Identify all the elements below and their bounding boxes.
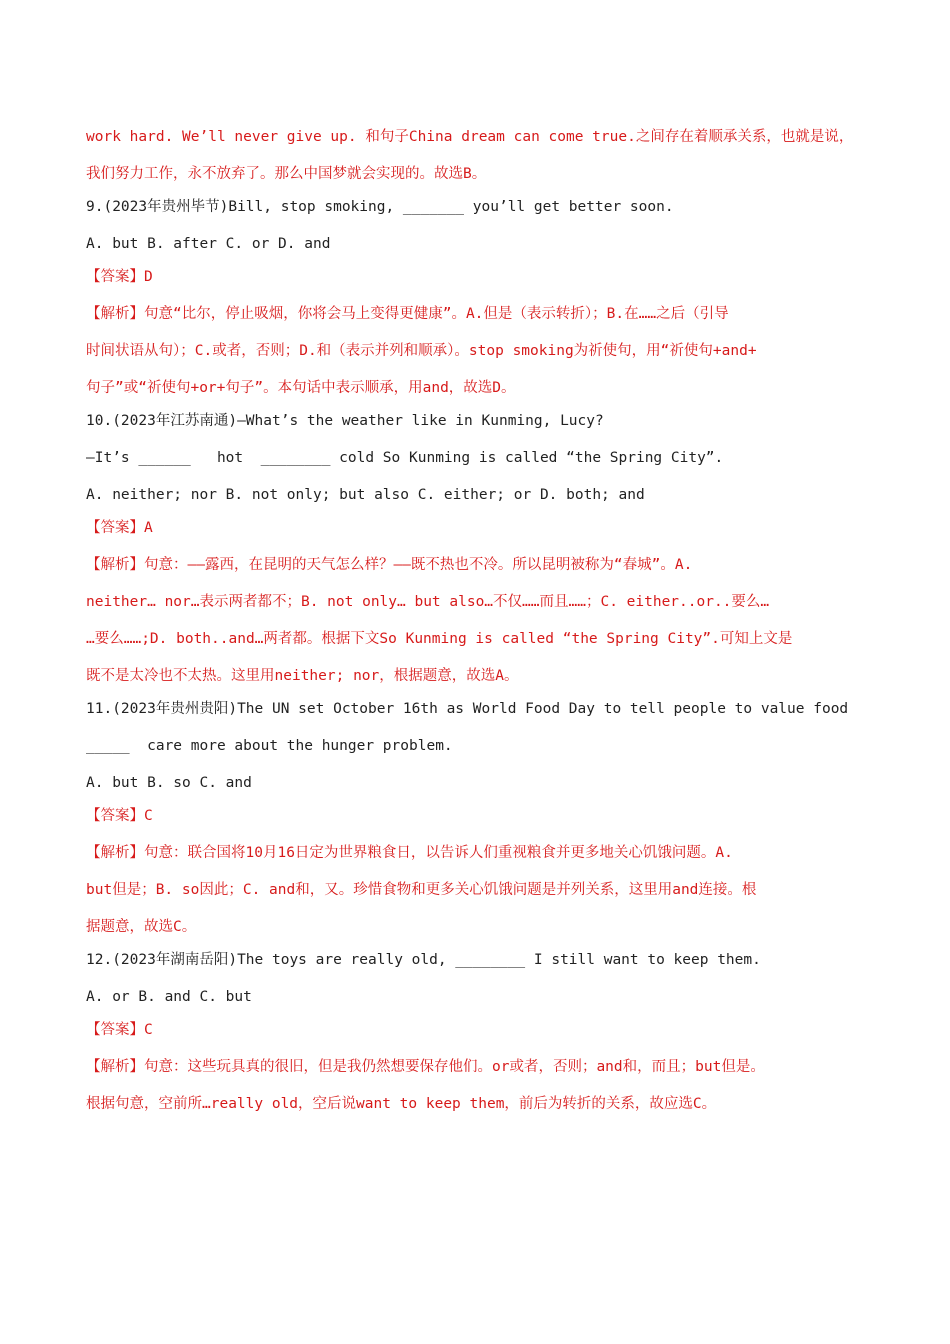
question-stem: 12.(2023年湖南岳阳)The toys are really old, ________ I still want to keep them.	[86, 952, 761, 968]
question-options: A. but B. after C. or D. and	[86, 236, 331, 252]
question-10	[86, 406, 876, 694]
question-stem: 9.(2023年贵州毕节)Bill, stop smoking, _______ you’ll get better soon.	[86, 199, 674, 215]
question-stem: 10.(2023年江苏南通)—What’s the weather like in Kunming, Lucy?	[86, 413, 604, 429]
analysis-line: 既不是太冷也不太热。这里用neither; nor，根据题意，故选A。	[86, 668, 519, 684]
question-11	[86, 694, 876, 945]
analysis-line: 【解析】句意：联合国将10月16日定为世界粮食日，以告诉人们重视粮食并更多地关心饥饿问题。A.	[86, 845, 733, 861]
question-9	[86, 192, 876, 406]
answer-label: 【答案】D	[86, 269, 153, 285]
question-12	[86, 945, 876, 1126]
analysis-line: neither… nor…表示两者都不；B. not only… but also…不仅……而且……；C. either..or..要么…	[86, 594, 770, 610]
document-page	[86, 122, 876, 1126]
analysis-line: …要么……;D. both..and…两者都。根据下文So Kunming is called “the Spring City”.可知上文是	[86, 631, 793, 647]
question-options: A. but B. so C. and	[86, 775, 252, 791]
question-options: A. or B. and C. but	[86, 989, 252, 1005]
intro-line: 我们努力工作，永不放弃了。那么中国梦就会实现的。故选B。	[86, 166, 487, 182]
analysis-line: but但是；B. so因此；C. and和，又。珍惜食物和更多关心饥饿问题是并列关系，这里用and连接。根	[86, 882, 757, 898]
intro-analysis	[86, 122, 876, 192]
question-options: A. neither; nor B. not only; but also C. either; or D. both; and	[86, 487, 645, 503]
analysis-line: 【解析】句意：——露西，在昆明的天气怎么样？——既不热也不冷。所以昆明被称为“春城”。A.	[86, 557, 693, 573]
analysis-line: 据题意，故选C。	[86, 919, 197, 935]
answer-label: 【答案】A	[86, 520, 153, 536]
question-stem: —It’s ______ hot ________ cold So Kunming is called “the Spring City”.	[86, 450, 724, 466]
analysis-line: 【解析】句意：这些玩具真的很旧，但是我仍然想要保存他们。or或者，否则；and和，而且；but但是。	[86, 1059, 765, 1075]
analysis-line: 句子”或“祈使句+or+句子”。本句话中表示顺承，用and，故选D。	[86, 380, 516, 396]
analysis-line: 时间状语从句）；C.或者，否则；D.和（表示并列和顺承）。stop smoking为祈使句，用“祈使句+and+	[86, 343, 757, 359]
analysis-line: 【解析】句意“比尔，停止吸烟，你将会马上变得更健康”。A.但是（表示转折）；B.在……之后（引导	[86, 306, 729, 322]
answer-label: 【答案】C	[86, 1022, 153, 1038]
answer-label: 【答案】C	[86, 808, 153, 824]
question-stem: 11.(2023年贵州贵阳)The UN set October 16th as World Food Day to tell people to value food	[86, 701, 849, 717]
question-stem: _____ care more about the hunger problem.	[86, 738, 453, 754]
analysis-line: 根据句意，空前所…really old，空后说want to keep them，前后为转折的关系，故应选C。	[86, 1096, 717, 1112]
intro-line: work hard. We’ll never give up. 和句子China dream can come true.之间存在着顺承关系，也就是说，	[86, 129, 854, 145]
